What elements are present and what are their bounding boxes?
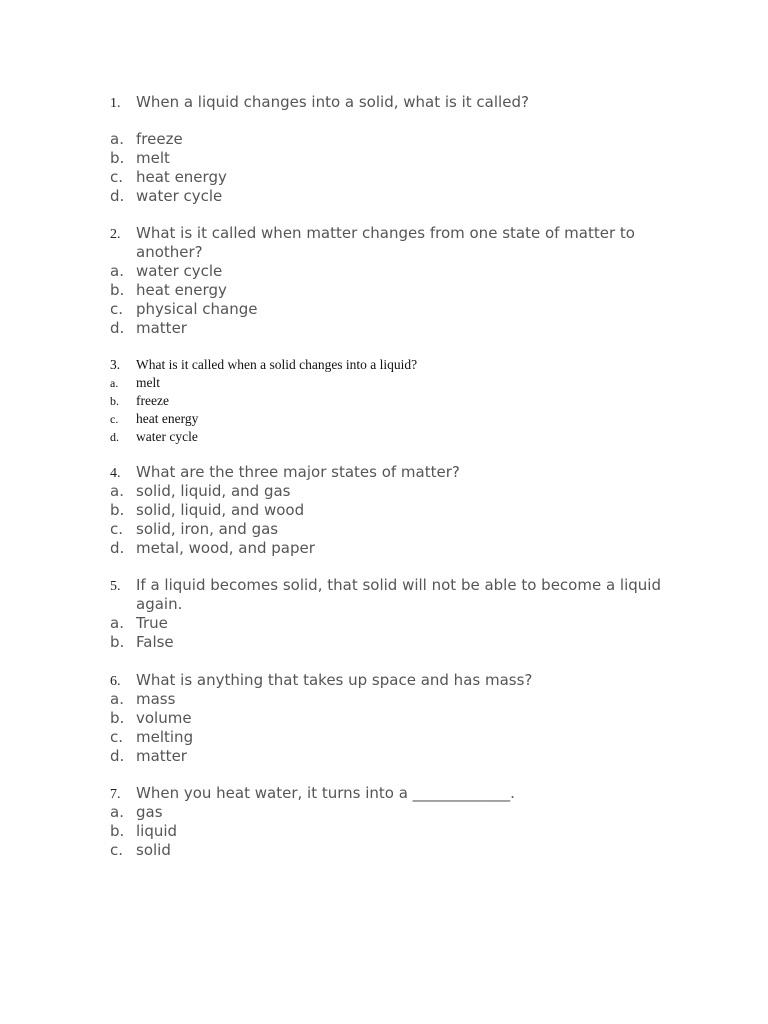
option-letter: d. bbox=[110, 187, 125, 205]
option-text: melt bbox=[136, 149, 170, 167]
option-letter: d. bbox=[110, 747, 125, 765]
question-4 bbox=[110, 463, 690, 482]
option-a bbox=[110, 130, 690, 149]
option-a bbox=[110, 482, 690, 501]
question-3-prompt bbox=[110, 356, 690, 374]
option-c bbox=[110, 410, 690, 428]
option-text: heat energy bbox=[136, 281, 227, 299]
option-text: True bbox=[136, 614, 168, 632]
question-number: 4. bbox=[110, 466, 121, 481]
question-4-prompt bbox=[110, 463, 690, 482]
option-b bbox=[110, 281, 690, 300]
option-b bbox=[110, 709, 690, 728]
question-text: What is it called when a solid changes into a liquid? bbox=[136, 357, 418, 372]
question-6-options bbox=[110, 690, 690, 766]
question-5-prompt bbox=[110, 576, 690, 595]
question-text: What are the three major states of matter? bbox=[136, 463, 460, 481]
option-text: volume bbox=[136, 709, 192, 727]
option-text: heat energy bbox=[136, 411, 199, 426]
option-c bbox=[110, 728, 690, 747]
question-text: What is anything that takes up space and has mass? bbox=[136, 671, 533, 689]
question-1-options bbox=[110, 130, 690, 206]
question-2 bbox=[110, 224, 690, 262]
question-text: When a liquid changes into a solid, what is it called? bbox=[136, 93, 529, 111]
question-number: 2. bbox=[110, 227, 121, 242]
option-text: solid, liquid, and wood bbox=[136, 501, 305, 519]
question-number: 6. bbox=[110, 674, 121, 689]
option-b bbox=[110, 822, 690, 841]
option-text: physical change bbox=[136, 300, 258, 318]
option-letter: c. bbox=[110, 168, 124, 186]
question-6 bbox=[110, 671, 690, 690]
question-5-options bbox=[110, 614, 690, 652]
option-letter: c. bbox=[110, 841, 124, 859]
option-text: matter bbox=[136, 747, 187, 765]
question-3 bbox=[110, 356, 690, 374]
question-1 bbox=[110, 93, 690, 112]
option-a bbox=[110, 374, 690, 392]
question-5-prompt-continued bbox=[110, 595, 690, 614]
question-5 bbox=[110, 576, 690, 614]
question-text: another? bbox=[136, 243, 203, 261]
option-text: metal, wood, and paper bbox=[136, 539, 315, 557]
option-d bbox=[110, 539, 690, 558]
option-letter: a. bbox=[110, 130, 124, 148]
option-letter: a. bbox=[110, 803, 124, 821]
option-c bbox=[110, 300, 690, 319]
question-text: If a liquid becomes solid, that solid will not be able to become a liquid bbox=[136, 576, 661, 594]
option-letter: a. bbox=[110, 690, 124, 708]
option-letter: b. bbox=[110, 633, 125, 651]
option-letter: c. bbox=[110, 300, 124, 318]
question-number: 7. bbox=[110, 787, 121, 802]
option-text: solid, liquid, and gas bbox=[136, 482, 291, 500]
question-2-prompt-continued bbox=[110, 243, 690, 262]
question-6-prompt bbox=[110, 671, 690, 690]
option-letter: d. bbox=[110, 319, 125, 337]
option-b bbox=[110, 633, 690, 652]
option-a bbox=[110, 614, 690, 633]
option-letter: b. bbox=[110, 709, 125, 727]
option-text: water cycle bbox=[136, 187, 223, 205]
option-letter: b. bbox=[110, 501, 125, 519]
question-number: 1. bbox=[110, 96, 121, 111]
option-text: heat energy bbox=[136, 168, 227, 186]
option-c bbox=[110, 168, 690, 187]
option-letter: c. bbox=[110, 412, 119, 426]
option-letter: a. bbox=[110, 482, 124, 500]
option-text: liquid bbox=[136, 822, 178, 840]
question-7 bbox=[110, 784, 690, 803]
option-letter: c. bbox=[110, 520, 124, 538]
question-text: again. bbox=[136, 595, 183, 613]
option-b bbox=[110, 501, 690, 520]
option-a bbox=[110, 690, 690, 709]
option-a bbox=[110, 262, 690, 281]
option-d bbox=[110, 428, 690, 446]
question-number: 5. bbox=[110, 579, 121, 594]
option-letter: b. bbox=[110, 149, 125, 167]
option-text: water cycle bbox=[136, 429, 198, 444]
question-2-prompt bbox=[110, 224, 690, 243]
option-c bbox=[110, 841, 690, 860]
option-text: False bbox=[136, 633, 174, 651]
option-letter: d. bbox=[110, 430, 119, 444]
question-7-options bbox=[110, 803, 690, 860]
question-2-options bbox=[110, 262, 690, 338]
option-text: matter bbox=[136, 319, 187, 337]
option-d bbox=[110, 747, 690, 766]
option-b bbox=[110, 149, 690, 168]
option-letter: a. bbox=[110, 376, 119, 390]
option-letter: d. bbox=[110, 539, 125, 557]
question-text: What is it called when matter changes from one state of matter to bbox=[136, 224, 635, 242]
option-letter: b. bbox=[110, 394, 119, 408]
option-letter: c. bbox=[110, 728, 124, 746]
option-text: freeze bbox=[136, 393, 169, 408]
option-d bbox=[110, 187, 690, 206]
option-b bbox=[110, 392, 690, 410]
option-text: melting bbox=[136, 728, 194, 746]
question-number: 3. bbox=[110, 357, 121, 372]
option-text: gas bbox=[136, 803, 163, 821]
option-text: melt bbox=[136, 375, 160, 390]
option-a bbox=[110, 803, 690, 822]
question-1-prompt bbox=[110, 93, 690, 112]
option-text: solid, iron, and gas bbox=[136, 520, 279, 538]
option-letter: a. bbox=[110, 614, 124, 632]
option-letter: b. bbox=[110, 822, 125, 840]
question-4-options bbox=[110, 482, 690, 558]
option-text: freeze bbox=[136, 130, 183, 148]
option-letter: a. bbox=[110, 262, 124, 280]
option-text: mass bbox=[136, 690, 176, 708]
option-d bbox=[110, 319, 690, 338]
option-letter: b. bbox=[110, 281, 125, 299]
question-3-options bbox=[110, 374, 690, 446]
question-text: When you heat water, it turns into a _____________. bbox=[136, 784, 515, 802]
option-text: water cycle bbox=[136, 262, 223, 280]
option-c bbox=[110, 520, 690, 539]
option-text: solid bbox=[136, 841, 171, 859]
question-7-prompt bbox=[110, 784, 690, 803]
